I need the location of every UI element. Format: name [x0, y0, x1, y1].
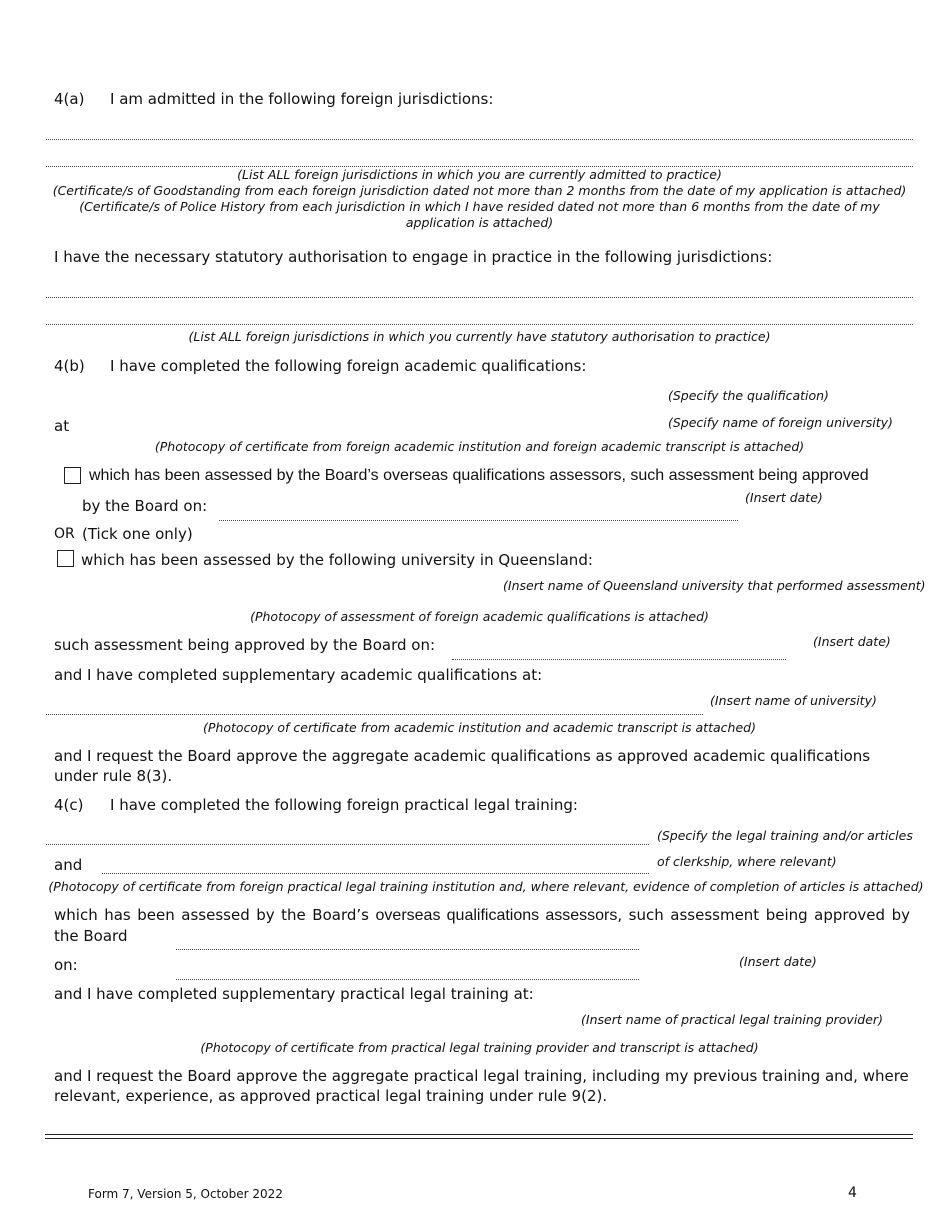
- insert-university-label: (Insert name of university): [710, 693, 877, 708]
- specify-legal-training-label-1: (Specify the legal training and/or articles: [657, 828, 913, 843]
- legal-training-line-1[interactable]: [46, 844, 649, 845]
- section-4a-heading: I am admitted in the following foreign jurisdictions:: [110, 90, 494, 108]
- qld-university-name-label: (Insert name of Queensland university that performed assessment): [503, 578, 926, 593]
- section-4c-heading: I have completed the following foreign practical legal training:: [110, 796, 578, 814]
- at-label: at: [54, 417, 70, 435]
- assessed-text-start: which has been assessed by the Board’s: [54, 906, 376, 924]
- legal-training-line-2[interactable]: [102, 873, 649, 874]
- statutory-line-1[interactable]: [46, 297, 913, 298]
- specify-university-label: (Specify name of foreign university): [668, 415, 893, 430]
- assessed-text-end: , such assessment being approved by the Board: [54, 906, 910, 945]
- or-label: OR: [54, 526, 75, 542]
- option-board-assessors-line1: which has been assessed by the Board’s overseas qualifications assessors, such assessment being approved: [89, 467, 869, 484]
- footer-divider: [45, 1134, 913, 1139]
- section-4b-number: 4(b): [54, 357, 85, 375]
- option-board-assessors-line2: by the Board on:: [82, 497, 208, 515]
- section-4c-number: 4(c): [54, 796, 84, 814]
- legal-training-date-line[interactable]: [176, 979, 639, 980]
- photocopy-note-academic: (Photocopy of certificate from foreign academic institution and foreign academic transcript is attached): [154, 439, 805, 454]
- photocopy-note-assessment: (Photocopy of assessment of foreign academic qualifications is attached): [250, 609, 709, 624]
- academic-request-text: and I request the Board approve the aggregate academic qualifications as approved academic qualifications under rule 8(3).: [54, 747, 871, 785]
- photocopy-note-provider: (Photocopy of certificate from practical legal training provider and transcript is attached): [200, 1040, 759, 1055]
- legal-training-assessed-text: [54, 905, 910, 946]
- specify-legal-training-label-2: of clerkship, where relevant): [657, 854, 837, 869]
- insert-date-label-2: (Insert date): [813, 634, 891, 649]
- supplementary-university-line[interactable]: [46, 714, 703, 715]
- section-4a-number: 4(a): [54, 90, 85, 108]
- and-label: and: [54, 856, 83, 874]
- specify-qualification-label: (Specify the qualification): [668, 388, 829, 403]
- page-number: 4: [848, 1185, 857, 1201]
- option-qld-university: which has been assessed by the following university in Queensland:: [81, 551, 593, 569]
- legal-training-approval-line[interactable]: [176, 949, 639, 950]
- on-label: on:: [54, 956, 78, 974]
- note-list-jurisdictions: (List ALL foreign jurisdictions in which you are currently admitted to practice): [237, 167, 722, 182]
- note-goodstanding: (Certificate/s of Goodstanding from each foreign jurisdiction dated not more than 2 months from the date of my application is attached): [52, 183, 907, 198]
- insert-date-label-3: (Insert date): [739, 954, 817, 969]
- statutory-authorisation-text: I have the necessary statutory authorisation to engage in practice in the following jurisdictions:: [54, 248, 773, 266]
- tick-one-only-label: (Tick one only): [82, 525, 193, 543]
- supplementary-academic-text: and I have completed supplementary academic qualifications at:: [54, 666, 543, 684]
- checkbox-qld-university[interactable]: [57, 550, 74, 567]
- note-statutory: (List ALL foreign jurisdictions in which you currently have statutory authorisation to practice): [188, 329, 771, 344]
- statutory-line-2[interactable]: [46, 324, 913, 325]
- section-4b-heading: I have completed the following foreign academic qualifications:: [110, 357, 587, 375]
- insert-date-label-1: (Insert date): [745, 490, 823, 505]
- board-approval-date-line[interactable]: [219, 520, 738, 521]
- assessed-text-assessors: overseas qualifications assessors: [375, 907, 618, 924]
- checkbox-board-assessors[interactable]: [64, 467, 81, 484]
- assessment-approved-text: such assessment being approved by the Board on:: [54, 636, 436, 654]
- insert-provider-label: (Insert name of practical legal training provider): [581, 1012, 883, 1027]
- supplementary-legal-training-text: and I have completed supplementary practical legal training at:: [54, 985, 534, 1003]
- photocopy-note-supplementary: (Photocopy of certificate from academic institution and academic transcript is attached): [203, 720, 756, 735]
- form-version-footer: Form 7, Version 5, October 2022: [88, 1187, 283, 1201]
- legal-training-request-text: and I request the Board approve the aggregate practical legal training, including my previous training and, where relevant, experience, as approved practical legal training under rule 9(2).: [54, 1067, 909, 1105]
- note-police-history: (Certificate/s of Police History from each jurisdiction in which I have resided dated not more than 6 months from the date of my application is attached): [79, 199, 880, 230]
- assessment-date-line[interactable]: [452, 659, 786, 660]
- photocopy-note-legal-training: (Photocopy of certificate from foreign practical legal training institution and, where relevant, evidence of completion of articles is attached): [48, 879, 924, 894]
- jurisdictions-line-1[interactable]: [46, 139, 913, 140]
